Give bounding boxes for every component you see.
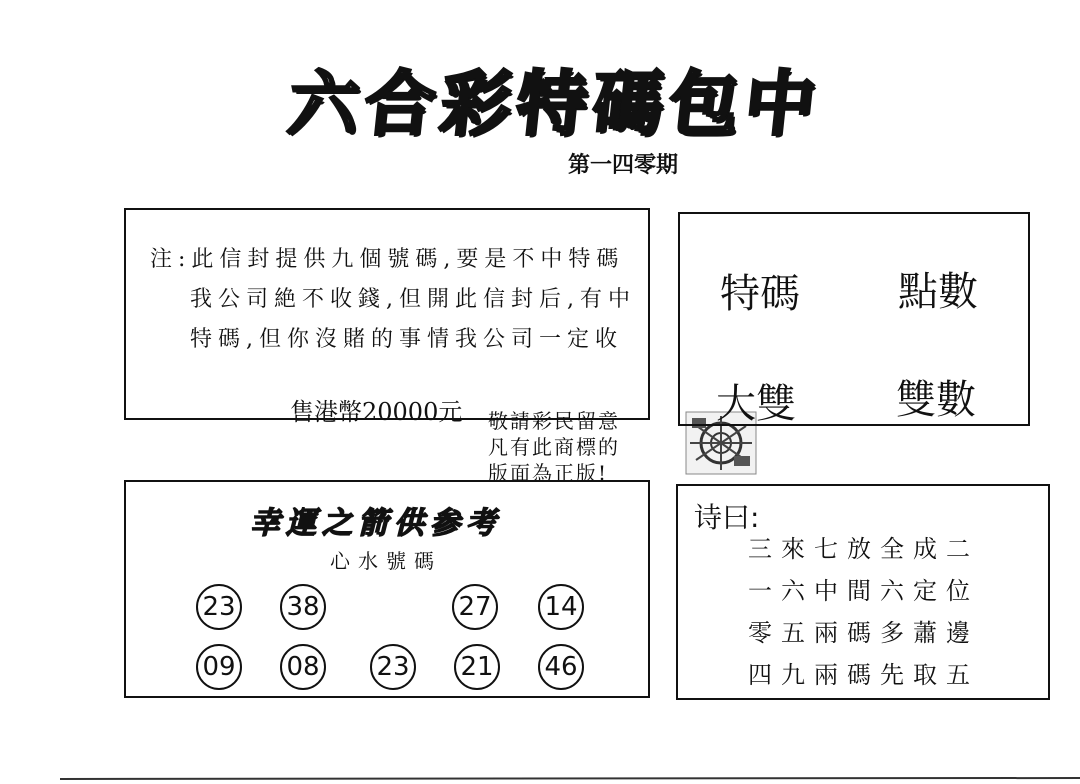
price-text: 售港幣20000元 — [290, 398, 463, 426]
authenticity-line: 版面為正版! — [488, 461, 609, 485]
authenticity-notice — [488, 408, 620, 486]
poem-line: 一六中間六定位 — [748, 577, 979, 605]
special-item: 大雙 — [716, 381, 796, 427]
lucky-subtitle: 心水號碼 — [330, 549, 442, 573]
number-ball: 27 — [452, 584, 498, 630]
poem-line: 零五兩碼多蕭邊 — [748, 619, 979, 647]
special-item: 特碼 — [720, 271, 800, 317]
number-ball: 09 — [196, 644, 242, 690]
special-item: 點數 — [898, 269, 978, 315]
authenticity-line: 敬請彩民留意 — [488, 409, 620, 433]
number-ball: 46 — [538, 644, 584, 690]
authenticity-line: 凡有此商標的 — [488, 435, 620, 459]
poem-text — [748, 528, 979, 696]
poem-label: 诗曰: — [694, 501, 760, 534]
notice-line: 特碼,但你沒賭的事情我公司一定收 — [190, 327, 623, 352]
poem-line: 三來七放全成二 — [748, 535, 979, 563]
number-ball: 23 — [370, 644, 416, 690]
notice-line: 注:此信封提供九個號碼,要是不中特碼 — [150, 247, 625, 272]
scan-edge-divider — [0, 772, 1080, 784]
number-ball: 38 — [280, 584, 326, 630]
notice-text — [150, 240, 636, 360]
lucky-title: 幸運之箭供参考 — [250, 506, 502, 541]
number-ball: 23 — [196, 584, 242, 630]
number-ball: 21 — [454, 644, 500, 690]
page-title: 六合彩特碼包中 — [284, 62, 826, 145]
notice-line: 我公司絶不收錢,但開此信封后,有中 — [190, 287, 636, 312]
number-ball: 08 — [280, 644, 326, 690]
number-ball: 14 — [538, 584, 584, 630]
issue-period: 第一四零期 — [568, 152, 679, 178]
poem-line: 四九兩碼先取五 — [748, 661, 979, 689]
special-item: 雙數 — [896, 377, 976, 423]
